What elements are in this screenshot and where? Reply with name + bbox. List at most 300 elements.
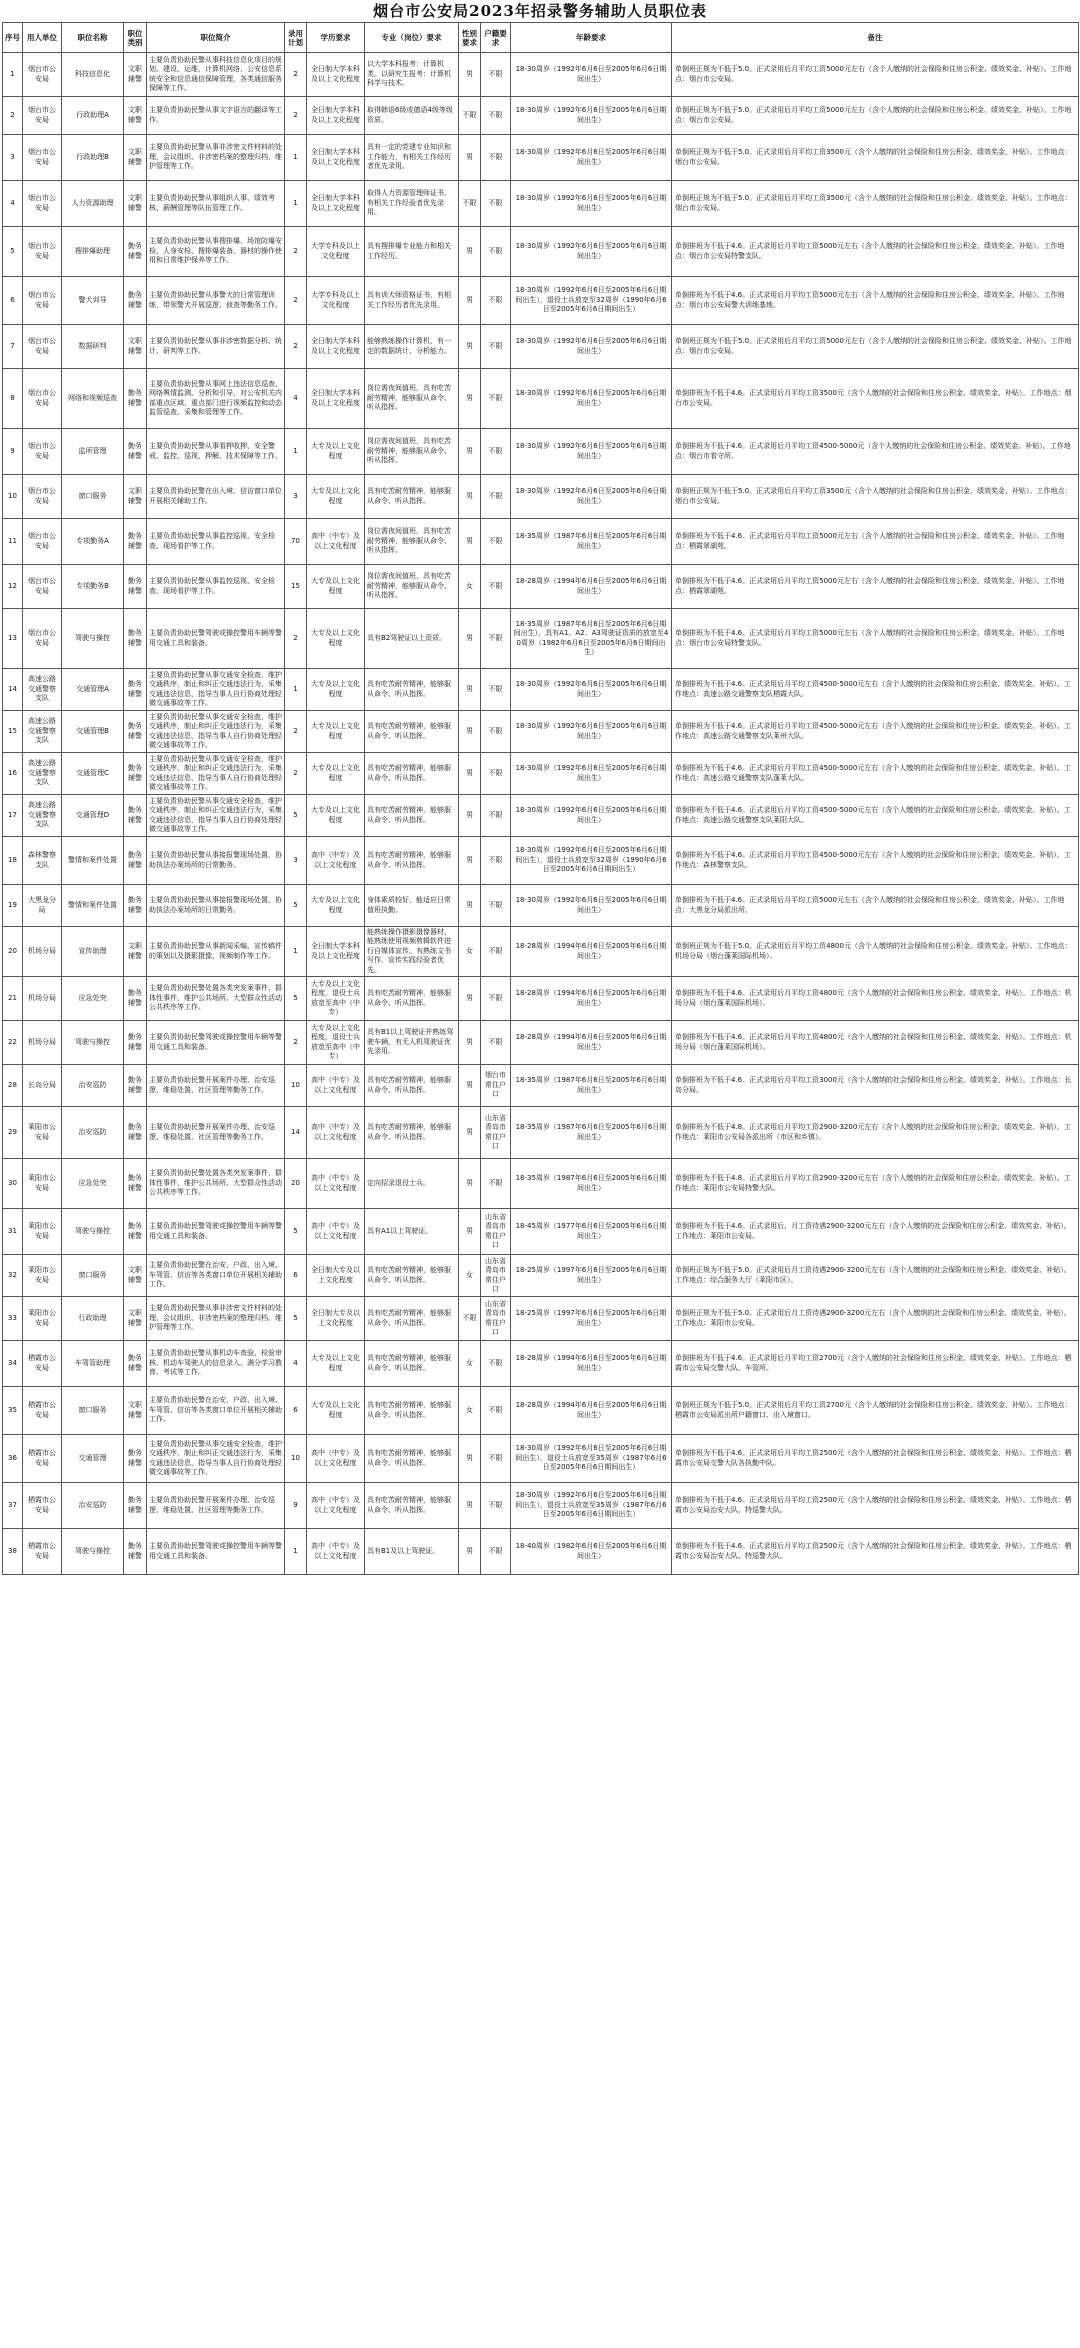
cell-unit: 烟台市公安局: [23, 277, 62, 325]
cell-category: 文职辅警: [124, 53, 147, 97]
cell-major: 取得韩语6级或德语4级等级资质。: [365, 97, 459, 135]
cell-age: 18-30周岁（1992年6月6日至2005年6月6日期间出生）: [511, 135, 672, 181]
cell-gender: 男: [459, 519, 481, 565]
cell-gender: 男: [459, 135, 481, 181]
cell-age: 18-35周岁（1987年6月6日至2005年6月6日期间出生）: [511, 1159, 672, 1209]
positions-table: [2, 22, 1079, 1575]
cell-unit: 烟台市公安局: [23, 181, 62, 227]
cell-category: 文职辅警: [124, 135, 147, 181]
cell-plan: 1: [285, 669, 307, 711]
cell-age: 18-30周岁（1992年6月6日至2005年6月6日期间出生）: [511, 795, 672, 837]
cell-hukou: 不限: [481, 227, 511, 277]
cell-category: 文职辅警: [124, 1297, 147, 1341]
cell-plan: 2: [285, 97, 307, 135]
cell-seq: 36: [3, 1435, 23, 1483]
cell-note: 单倒班正规为不低于5.0。正式录用后月平均工资3500元（含个人缴纳的社会保险和住房公积金、绩效奖金、补贴）。工作地点：烟台市公安局。: [672, 475, 1079, 519]
cell-gender: 男: [459, 885, 481, 927]
cell-category: 勤务辅警: [124, 1209, 147, 1255]
table-row: [3, 181, 1079, 227]
cell-plan: 2: [285, 711, 307, 753]
col-header: 序号: [3, 23, 23, 53]
cell-note: 单倒排班为不低于4.6。正式录用后月平均工资4500-5000元（含个人缴纳的社会保险和住房公积金、绩效奖金、补贴）。工作地点：烟台市看守所。: [672, 429, 1079, 475]
cell-plan: 3: [285, 837, 307, 885]
cell-plan: 2: [285, 53, 307, 97]
cell-plan: 14: [285, 1107, 307, 1159]
table-row: [3, 325, 1079, 369]
cell-major: 岗位需夜间值班，具有吃苦耐劳精神，能够服从命令、听从指挥。: [365, 429, 459, 475]
cell-gender: 男: [459, 53, 481, 97]
cell-plan: 4: [285, 369, 307, 429]
cell-note: 单倒排班为不低于4.6。正式录用后月平均工资5000元左右（含个人缴纳的社会保险和住房公积金、绩效奖金、补贴）。工作地点：烟台市公安局特警支队。: [672, 609, 1079, 669]
cell-description: 主要负责协助民警从事监控巡视、安全检查、现场看护等工作。: [147, 565, 285, 609]
cell-major: 具有训犬师资格证书，有相关工作经历者优先录用。: [365, 277, 459, 325]
cell-category: 文职辅警: [124, 181, 147, 227]
cell-seq: 38: [3, 1529, 23, 1575]
cell-education: 大专及以上文化程度: [307, 429, 365, 475]
cell-major: 岗位需夜间值班，具有吃苦耐劳精神，能够服从命令、听从指挥。: [365, 369, 459, 429]
cell-hukou: 不限: [481, 1483, 511, 1529]
cell-seq: 17: [3, 795, 23, 837]
cell-description: 主要负责协助民警从事机动车查验、检验审核、机动车驾驶人的信息录入、满分学习教育、考试等工作。: [147, 1341, 285, 1387]
cell-seq: 16: [3, 753, 23, 795]
cell-unit: 烟台市公安局: [23, 609, 62, 669]
cell-plan: 10: [285, 1065, 307, 1107]
cell-major: 具有B1以上驾驶证并熟练驾驶车辆，有无人机驾驶证优先录用。: [365, 1021, 459, 1065]
cell-description: 主要负责协助民警从事非涉密文件材料的处理、会议组织、非涉密档案的整理归档、维护管理等工作。: [147, 135, 285, 181]
cell-seq: 4: [3, 181, 23, 227]
cell-age: 18-35周岁（1987年6月6日至2005年6月6日期间出生）: [511, 1107, 672, 1159]
cell-gender: 男: [459, 1529, 481, 1575]
cell-age: 18-30周岁（1992年6月6日至2005年6月6日期间出生）: [511, 885, 672, 927]
cell-category: 勤务辅警: [124, 369, 147, 429]
cell-major: 具有B1及以上驾驶证。: [365, 1529, 459, 1575]
cell-seq: 21: [3, 977, 23, 1021]
cell-major: 具有一定的党建专业知识和工作能力，有相关工作经历者优先录用。: [365, 135, 459, 181]
cell-plan: 5: [285, 1209, 307, 1255]
cell-description: 主要负责协助民警从事交通安全检查，维护交通秩序，制止和纠正交通违法行为，采集交通违法信息，指导当事人自行协商处理轻微交通事故等工作。: [147, 711, 285, 753]
cell-note: 单倒排班为不低于4.6。正式录用后月平均工资5000元左右（含个人缴纳的社会保险和住房公积金、绩效奖金、补贴）。工作地点：栖霞翠湖苑。: [672, 519, 1079, 565]
cell-plan: 5: [285, 1297, 307, 1341]
cell-age: 18-35周岁（1987年6月6日至2005年6月6日期间出生）: [511, 519, 672, 565]
cell-note: 单倒排班为不低于4.6。正式录用后月平均工资5000元左右（含个人缴纳的社会保险和住房公积金、绩效奖金、补贴）。工作地点：大黑龙分局派出所。: [672, 885, 1079, 927]
cell-hukou: 不限: [481, 837, 511, 885]
cell-education: 大专及以上文化程度: [307, 711, 365, 753]
cell-description: 主要负责协助民警驾驶或操控警用车辆等警用交通工具和装备。: [147, 609, 285, 669]
cell-note: 单倒排班为不低于4.6。正式录用后月平均工资4500-5000元左右（含个人缴纳的社会保险和住房公积金、绩效奖金、补贴）。工作地点：高速公路交通警察支队蓬莱大队。: [672, 753, 1079, 795]
cell-category: 勤务辅警: [124, 565, 147, 609]
table-row: [3, 429, 1079, 475]
cell-category: 勤务辅警: [124, 753, 147, 795]
cell-category: 文职辅警: [124, 97, 147, 135]
cell-age: 18-28周岁（1994年6月6日至2005年6月6日期间出生）: [511, 565, 672, 609]
cell-position: 宣传助理: [62, 927, 124, 977]
cell-major: 具有吃苦耐劳精神，能够服从命令、听从指挥。: [365, 711, 459, 753]
cell-plan: 1: [285, 429, 307, 475]
cell-description: 主要负责协助民警在治安、户政、出入境、车驾管、信访等各类窗口单位开展相关辅助工作。: [147, 1255, 285, 1297]
table-row: [3, 135, 1079, 181]
cell-age: 18-30周岁（1992年6月6日至2005年6月6日期间出生），退役士兵放宽至32周岁（1990年6月6日至2005年6月6日期间出生）: [511, 837, 672, 885]
table-row: [3, 609, 1079, 669]
cell-category: 勤务辅警: [124, 1159, 147, 1209]
cell-education: 大专及以上文化程度: [307, 609, 365, 669]
cell-hukou: 不限: [481, 53, 511, 97]
cell-major: 具有吃苦耐劳精神，能够服从命令、听从指挥。: [365, 669, 459, 711]
cell-note: 单倒班正规为不低于5.0。正式录用后月工资待遇2900-3200元左右（含个人缴纳的社会保险和住房公积金、绩效奖金、补贴）。工作地点：莱阳市公安局。: [672, 1297, 1079, 1341]
col-header: 职位名称: [62, 23, 124, 53]
col-header: 职位简介: [147, 23, 285, 53]
table-row: [3, 565, 1079, 609]
cell-gender: 不限: [459, 181, 481, 227]
cell-gender: 男: [459, 1483, 481, 1529]
cell-education: 全日制大学本科及以上文化程度: [307, 927, 365, 977]
cell-gender: 女: [459, 565, 481, 609]
cell-education: 大专及以上文化程度，退役士兵放宽至高中（中专）: [307, 977, 365, 1021]
cell-major: 具有吃苦耐劳精神，能够服从命令、听从指挥。: [365, 1435, 459, 1483]
cell-education: 高中（中专）及以上文化程度: [307, 1065, 365, 1107]
cell-note: 单倒班正规为不低于5.0。正式录用后月平均工资3500元（含个人缴纳的社会保险和住房公积金、绩效奖金、补贴）。工作地点：烟台市公安局。: [672, 135, 1079, 181]
table-row: [3, 1021, 1079, 1065]
col-header: 专业（岗位）要求: [365, 23, 459, 53]
cell-unit: 高速公路交通警察支队: [23, 669, 62, 711]
cell-education: 大专及以上文化程度: [307, 475, 365, 519]
cell-hukou: 不限: [481, 609, 511, 669]
cell-education: 全日制大学本科及以上文化程度: [307, 325, 365, 369]
cell-seq: 34: [3, 1341, 23, 1387]
cell-major: 岗位需夜间值班，具有吃苦耐劳精神，能够服从命令、听从指挥。: [365, 519, 459, 565]
cell-position: 监所管理: [62, 429, 124, 475]
cell-major: 以大学本科报考：计算机类。以研究生报考：计算机科学与技术。: [365, 53, 459, 97]
cell-category: 文职辅警: [124, 1255, 147, 1297]
cell-category: 勤务辅警: [124, 977, 147, 1021]
cell-note: 单倒排班为不低于4.6。正式录用后，月工资待遇2900-3200元左右（含个人缴纳的社会保险和住房公积金、绩效奖金、补贴）。工作地点：莱阳市公安局。: [672, 1209, 1079, 1255]
cell-hukou: 山东省青岛市常住户口: [481, 1209, 511, 1255]
cell-plan: 6: [285, 1255, 307, 1297]
cell-category: 勤务辅警: [124, 795, 147, 837]
cell-seq: 37: [3, 1483, 23, 1529]
table-row: [3, 1387, 1079, 1435]
cell-note: 单倒排班为不低于4.6。正式录用后月平均工资5000元左右（含个人缴纳的社会保险和住房公积金、绩效奖金、补贴）。工作地点：烟台市公安局警犬训练基地。: [672, 277, 1079, 325]
cell-description: 主要负责协助民警从事交通安全检查，维护交通秩序，制止和纠正交通违法行为，采集交通违法信息，指导当事人自行协商处理轻微交通事故等工作。: [147, 1435, 285, 1483]
cell-hukou: 不限: [481, 1387, 511, 1435]
cell-position: 人力资源助理: [62, 181, 124, 227]
cell-position: 警犬训导: [62, 277, 124, 325]
cell-seq: 15: [3, 711, 23, 753]
cell-seq: 31: [3, 1209, 23, 1255]
cell-gender: 女: [459, 1255, 481, 1297]
cell-seq: 3: [3, 135, 23, 181]
cell-gender: 男: [459, 429, 481, 475]
cell-education: 高中（中专）及以上文化程度: [307, 1435, 365, 1483]
cell-seq: 8: [3, 369, 23, 429]
cell-position: 行政助理A: [62, 97, 124, 135]
cell-description: 主要负责协助民警从事看押收押、安全警戒、监控、巡视、押解、技术保障等工作。: [147, 429, 285, 475]
cell-unit: 烟台市公安局: [23, 475, 62, 519]
cell-note: 单倒排班为不低于4.6。正式录用后月平均工资5000元左右（含个人缴纳的社会保险和住房公积金、绩效奖金、补贴）。工作地点：烟台市公安局特警支队。: [672, 227, 1079, 277]
cell-hukou: 不限: [481, 325, 511, 369]
cell-major: 具有吃苦耐劳精神，能够服从命令、听从指挥。: [365, 1255, 459, 1297]
cell-education: 高中（中专）及以上文化程度: [307, 1209, 365, 1255]
cell-unit: 烟台市公安局: [23, 325, 62, 369]
cell-position: 驾驶与操控: [62, 1021, 124, 1065]
cell-plan: 15: [285, 565, 307, 609]
table-row: [3, 927, 1079, 977]
cell-position: 科技信息化: [62, 53, 124, 97]
cell-note: 单倒排班为不低于4.6。正式录用后月平均工资2500元（含个人缴纳的社会保险和住房公积金、绩效奖金、补贴）。工作地点：栖霞市公安局治安大队、特巡警大队。: [672, 1529, 1079, 1575]
cell-gender: 男: [459, 837, 481, 885]
cell-unit: 烟台市公安局: [23, 519, 62, 565]
cell-gender: 男: [459, 369, 481, 429]
cell-position: 应急处突: [62, 1159, 124, 1209]
cell-age: 18-25周岁（1997年6月6日至2005年6月6日期间出生）: [511, 1297, 672, 1341]
cell-hukou: 不限: [481, 277, 511, 325]
cell-unit: 烟台市公安局: [23, 53, 62, 97]
table-row: [3, 1483, 1079, 1529]
table-row: [3, 1341, 1079, 1387]
cell-category: 勤务辅警: [124, 885, 147, 927]
table-row: [3, 795, 1079, 837]
cell-age: 18-28周岁（1994年6月6日至2005年6月6日期间出生）: [511, 1387, 672, 1435]
cell-hukou: 不限: [481, 669, 511, 711]
cell-age: 18-28周岁（1994年6月6日至2005年6月6日期间出生）: [511, 927, 672, 977]
cell-hukou: 不限: [481, 795, 511, 837]
cell-major: 取得人力资源管理师证书，有相关工作经验者优先录用。: [365, 181, 459, 227]
cell-age: 18-30周岁（1992年6月6日至2005年6月6日期间出生）: [511, 53, 672, 97]
cell-seq: 29: [3, 1107, 23, 1159]
cell-hukou: 不限: [481, 475, 511, 519]
cell-position: 搜排爆助理: [62, 227, 124, 277]
cell-note: 单倒班正规为不低于5.0。正式录用后月工资待遇2900-3200元左右（含个人缴纳的社会保险和住房公积金、绩效奖金、补贴）。工作地点：综合服务大厅（莱阳市区）。: [672, 1255, 1079, 1297]
cell-gender: 男: [459, 977, 481, 1021]
cell-unit: 烟台市公安局: [23, 227, 62, 277]
cell-plan: 1: [285, 1529, 307, 1575]
cell-note: 单倒排班为不低于4.8。正式录用后月平均工资2900-3200元左右（含个人缴纳的社会保险和住房公积金、绩效奖金、补贴）。工作地点：莱阳市公安局各派出所（市区和乡镇）。: [672, 1107, 1079, 1159]
cell-category: 文职辅警: [124, 927, 147, 977]
cell-age: 18-30周岁（1992年6月6日至2005年6月6日期间出生）: [511, 325, 672, 369]
cell-seq: 2: [3, 97, 23, 135]
cell-gender: 男: [459, 609, 481, 669]
cell-unit: 高速公路交通警察支队: [23, 795, 62, 837]
cell-hukou: 不限: [481, 1435, 511, 1483]
table-row: [3, 277, 1079, 325]
cell-note: 单倒排班为不低于4.6。正式录用后月平均工资2500元（含个人缴纳的社会保险和住房公积金、绩效奖金、补贴）。工作地点：栖霞市公安局治安大队、特巡警大队。: [672, 1483, 1079, 1529]
cell-education: 大学专科及以上文化程度: [307, 227, 365, 277]
cell-education: 全日制大学本科及以上文化程度: [307, 53, 365, 97]
cell-seq: 5: [3, 227, 23, 277]
cell-education: 全日制大学本科及以上文化程度: [307, 97, 365, 135]
cell-description: 主要负责协助民警从事搜排爆、场馆防爆安检、人身安检、搜排爆装备、器材的操作使用和日常维护保养等工作。: [147, 227, 285, 277]
cell-category: 文职辅警: [124, 325, 147, 369]
cell-age: 18-30周岁（1992年6月6日至2005年6月6日期间出生）: [511, 711, 672, 753]
cell-unit: 烟台市公安局: [23, 135, 62, 181]
cell-category: 勤务辅警: [124, 669, 147, 711]
cell-note: 单倒排班为不低于4.6。正式录用后月平均工资4800元（含个人缴纳的社会保险和住房公积金、绩效奖金、补贴）。工作地点：机场分局（烟台蓬莱国际机场）。: [672, 977, 1079, 1021]
cell-unit: 机场分局: [23, 927, 62, 977]
cell-note: 单倒排班为不低于4.6。正式录用后月平均工资2500元（含个人缴纳的社会保险和住房公积金、绩效奖金、补贴）。工作地点：栖霞市公安局交警大队各执勤中队。: [672, 1435, 1079, 1483]
cell-age: 18-30周岁（1992年6月6日至2005年6月6日期间出生）: [511, 97, 672, 135]
cell-hukou: 不限: [481, 565, 511, 609]
cell-note: 单倒班正规为不低于5.0。正式录用后月平均工资5000元左右（含个人缴纳的社会保险和住房公积金、绩效奖金、补贴）。工作地点：烟台市公安局。: [672, 97, 1079, 135]
cell-note: 单倒排班为不低于4.6。正式录用后月平均工资4500-5000元左右（含个人缴纳的社会保险和住房公积金、绩效奖金、补贴）。工作地点：高速公路交通警察支队莱州大队。: [672, 711, 1079, 753]
cell-gender: 男: [459, 1159, 481, 1209]
cell-position: 治安巡防: [62, 1483, 124, 1529]
table-row: [3, 1297, 1079, 1341]
cell-position: 警情和案件处置: [62, 885, 124, 927]
cell-description: 主要负责协助民警驾驶或操控警用车辆等警用交通工具和装备。: [147, 1021, 285, 1065]
cell-description: 主要负责协助民警从事交通安全检查，维护交通秩序，制止和纠正交通违法行为，采集交通违法信息，指导当事人自行协商处理轻微交通事故等工作。: [147, 753, 285, 795]
cell-hukou: 不限: [481, 369, 511, 429]
cell-education: 大专及以上文化程度，退役士兵放宽至高中（中专）: [307, 1021, 365, 1065]
cell-plan: 2: [285, 1021, 307, 1065]
cell-seq: 9: [3, 429, 23, 475]
cell-category: 勤务辅警: [124, 1107, 147, 1159]
cell-plan: 70: [285, 519, 307, 565]
cell-gender: 男: [459, 795, 481, 837]
cell-age: 18-30周岁（1992年6月6日至2005年6月6日期间出生）: [511, 669, 672, 711]
cell-hukou: 山东省青岛市常住户口: [481, 1107, 511, 1159]
col-header: 学历要求: [307, 23, 365, 53]
cell-unit: 烟台市公安局: [23, 429, 62, 475]
cell-description: 主要负责协助民警从事交通安全检查，维护交通秩序，制止和纠正交通违法行为，采集交通违法信息，指导当事人自行协商处理轻微交通事故等工作。: [147, 795, 285, 837]
cell-gender: 男: [459, 227, 481, 277]
cell-description: 主要负责协助民警开展案件办理、治安巡逻、维稳处置、社区管理等勤务工作。: [147, 1483, 285, 1529]
cell-unit: 莱阳市公安局: [23, 1209, 62, 1255]
cell-major: 具有吃苦耐劳精神，能够服从命令、听从指挥。: [365, 1483, 459, 1529]
cell-plan: 1: [285, 927, 307, 977]
cell-unit: 烟台市公安局: [23, 97, 62, 135]
cell-major: 岗位需夜间值班，具有吃苦耐劳精神，能够服从命令、听从指挥。: [365, 565, 459, 609]
cell-description: 主要负责协助民警驾驶或操控警用车辆等警用交通工具和装备。: [147, 1209, 285, 1255]
cell-unit: 莱阳市公安局: [23, 1297, 62, 1341]
cell-age: 18-45周岁（1977年6月6日至2005年6月6日期间出生）: [511, 1209, 672, 1255]
cell-hukou: 不限: [481, 753, 511, 795]
cell-major: 具有A1以上驾驶证。: [365, 1209, 459, 1255]
cell-education: 高中（中专）及以上文化程度: [307, 1107, 365, 1159]
cell-unit: 机场分局: [23, 977, 62, 1021]
cell-education: 高中（中专）及以上文化程度: [307, 1529, 365, 1575]
cell-position: 行政助理B: [62, 135, 124, 181]
cell-unit: 森林警察支队: [23, 837, 62, 885]
cell-unit: 机场分局: [23, 1021, 62, 1065]
cell-hukou: 不限: [481, 97, 511, 135]
table-row: [3, 1159, 1079, 1209]
cell-major: 具有吃苦耐劳精神，能够服从命令、听从指挥。: [365, 1341, 459, 1387]
cell-age: 18-30周岁（1992年6月6日至2005年6月6日期间出生），退役士兵放宽至35周岁（1987年6月6日至2005年6月6日期间出生）: [511, 1483, 672, 1529]
cell-seq: 30: [3, 1159, 23, 1209]
cell-position: 警情和案件处置: [62, 837, 124, 885]
cell-age: 18-28周岁（1994年6月6日至2005年6月6日期间出生）: [511, 977, 672, 1021]
cell-gender: 男: [459, 1209, 481, 1255]
cell-age: 18-30周岁（1992年6月6日至2005年6月6日期间出生）: [511, 429, 672, 475]
header-row: [3, 23, 1079, 53]
cell-plan: 2: [285, 609, 307, 669]
cell-position: 行政助理: [62, 1297, 124, 1341]
cell-hukou: 烟台市常住户口: [481, 1065, 511, 1107]
cell-hukou: 山东省青岛市常住户口: [481, 1297, 511, 1341]
cell-seq: 14: [3, 669, 23, 711]
cell-position: 交通管理: [62, 1435, 124, 1483]
cell-hukou: 不限: [481, 711, 511, 753]
cell-unit: 莱阳市公安局: [23, 1159, 62, 1209]
cell-description: 主要负责协助民警从事警犬的日常管理训练，带领警犬开展巡逻、侦查等勤务工作。: [147, 277, 285, 325]
cell-note: 单倒排班为不低于4.6。正式录用后月平均工资4500-5000元左右（含个人缴纳的社会保险和住房公积金、绩效奖金、补贴）。工作地点：森林警察支队。: [672, 837, 1079, 885]
cell-unit: 大黑龙分局: [23, 885, 62, 927]
cell-note: 单倒班正规为不低于5.0。正式录用后月平均工资5000元左右（含个人缴纳的社会保险和住房公积金、绩效奖金、补贴）。工作地点：烟台市公安局。: [672, 53, 1079, 97]
table-body: [3, 53, 1079, 1575]
cell-category: 勤务辅警: [124, 1435, 147, 1483]
cell-hukou: 不限: [481, 135, 511, 181]
cell-gender: 男: [459, 711, 481, 753]
cell-description: 主要负责协助民警从事组织人事、绩效考核、薪酬管理等队伍管理工作。: [147, 181, 285, 227]
table-row: [3, 369, 1079, 429]
cell-hukou: 不限: [481, 1341, 511, 1387]
cell-major: 具有吃苦耐劳精神，能够服从命令、听从指挥。: [365, 1297, 459, 1341]
cell-description: 主要负责协助民警从事接报警现场处置，协助执法办案场所的日常勤务。: [147, 837, 285, 885]
cell-position: 驾驶与操控: [62, 1209, 124, 1255]
table-row: [3, 227, 1079, 277]
table-row: [3, 53, 1079, 97]
cell-description: 主要负责协助民警在出入境、信访窗口单位开展相关辅助工作。: [147, 475, 285, 519]
cell-education: 全日制大学本科及以上文化程度: [307, 135, 365, 181]
cell-description: 主要负责协助民警从事交通安全检查，维护交通秩序，制止和纠正交通违法行为，采集交通违法信息，指导当事人自行协商处理轻微交通事故等工作。: [147, 669, 285, 711]
cell-gender: 女: [459, 1341, 481, 1387]
cell-category: 勤务辅警: [124, 1483, 147, 1529]
cell-hukou: 山东省青岛市常住户口: [481, 1255, 511, 1297]
table-row: [3, 1107, 1079, 1159]
cell-description: 主要负责协助民警从事接报警现场处置，协助执法办案场所的日常勤务。: [147, 885, 285, 927]
cell-category: 文职辅警: [124, 475, 147, 519]
cell-seq: 20: [3, 927, 23, 977]
cell-education: 大专及以上文化程度: [307, 565, 365, 609]
cell-gender: 男: [459, 277, 481, 325]
table-row: [3, 837, 1079, 885]
cell-seq: 35: [3, 1387, 23, 1435]
cell-education: 全日制大学本科及以上文化程度: [307, 181, 365, 227]
cell-seq: 1: [3, 53, 23, 97]
cell-seq: 10: [3, 475, 23, 519]
cell-plan: 4: [285, 1341, 307, 1387]
cell-category: 勤务辅警: [124, 609, 147, 669]
cell-gender: 男: [459, 1435, 481, 1483]
cell-plan: 2: [285, 227, 307, 277]
cell-description: 主要负责协助民警从事文字语言的翻译等工作。: [147, 97, 285, 135]
cell-description: 主要负责协助民警从事非涉密数据分析、统计、研判等工作。: [147, 325, 285, 369]
cell-major: 具有吃苦耐劳精神，能够服从命令、听从指挥。: [365, 977, 459, 1021]
cell-education: 大专及以上文化程度: [307, 885, 365, 927]
cell-seq: 13: [3, 609, 23, 669]
cell-plan: 2: [285, 277, 307, 325]
cell-hukou: 不限: [481, 1021, 511, 1065]
cell-position: 交通管理D: [62, 795, 124, 837]
cell-note: 单倒班正规为不低于5.0。正式录用后月平均工资4800元（含个人缴纳的社会保险和住房公积金、绩效奖金、补贴）。工作地点：机场分局（烟台蓬莱国际机场）。: [672, 927, 1079, 977]
cell-seq: 22: [3, 1021, 23, 1065]
col-header: 录用计划: [285, 23, 307, 53]
cell-note: 单倒班正规为不低于5.0。正式录用后月平均工资5000元左右（含个人缴纳的社会保险和住房公积金、绩效奖金、补贴）。工作地点：烟台市公安局。: [672, 325, 1079, 369]
cell-education: 高中（中专）及以上文化程度: [307, 1483, 365, 1529]
col-header: 年龄要求: [511, 23, 672, 53]
cell-age: 18-35周岁（1987年6月6日至2005年6月6日期间出生）: [511, 1065, 672, 1107]
cell-unit: 高速公路交通警察支队: [23, 753, 62, 795]
cell-category: 勤务辅警: [124, 1341, 147, 1387]
cell-description: 主要负责协助民警处置各类突发案事件、群体性事件，维护公共场所、大型群众性活动公共秩序等工作。: [147, 977, 285, 1021]
page-title: 烟台市公安局2023年招录警务辅助人员职位表: [373, 2, 707, 20]
cell-description: 主要负责协助民警从事监控巡视、安全检查、现场看护等工作。: [147, 519, 285, 565]
cell-major: 定向招录退役士兵。: [365, 1159, 459, 1209]
cell-hukou: 不限: [481, 181, 511, 227]
cell-description: 主要负责协助民警从事非涉密文件材料的处理、会议组织、非涉密档案的整理归档、维护管理等工作。: [147, 1297, 285, 1341]
table-row: [3, 475, 1079, 519]
cell-position: 专项勤务A: [62, 519, 124, 565]
cell-education: 高中（中专）及以上文化程度: [307, 837, 365, 885]
